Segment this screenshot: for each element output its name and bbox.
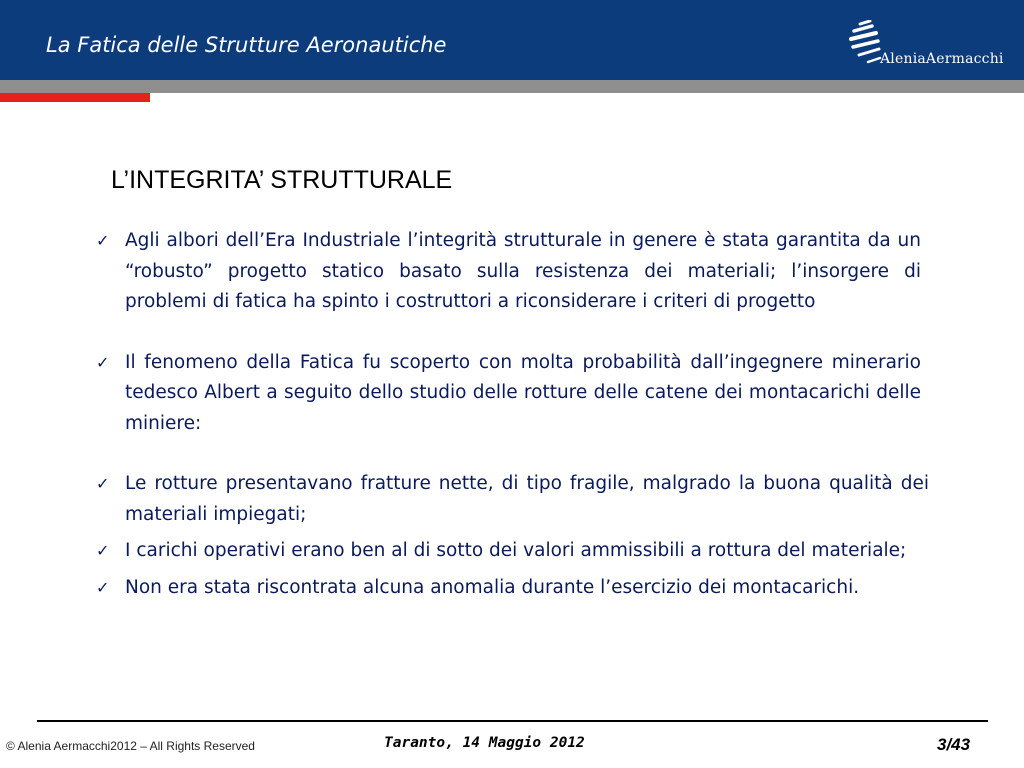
presentation-title: La Fatica delle Strutture Aeronautiche [46, 33, 447, 57]
footer-divider [37, 720, 988, 722]
bullet-item [94, 536, 929, 567]
copyright-notice: © Alenia Aermacchi2012 – All Rights Reserved [6, 739, 255, 753]
bullet-text: I carichi operativi erano ben al di sotto dei valori ammissibili a rottura del materiale; [125, 540, 907, 561]
bullet-list [94, 226, 929, 603]
bullet-item [94, 573, 929, 604]
bullet-text: Agli albori dell’Era Industriale l’integrità strutturale in genere è stata garantita da un “robusto” progetto statico basato sulla resistenza dei materiali; l’insorgere di problemi di fatica ha spinto i costruttori a riconsiderare i criteri di progetto [125, 230, 921, 312]
slide-title: L’INTEGRITA’ STRUTTURALE [111, 166, 453, 194]
bullet-item [94, 469, 929, 530]
checkmark-icon: ✓ [96, 541, 110, 560]
header-bar [0, 0, 1024, 80]
logo-text: AleniaAermacchi [880, 51, 1004, 67]
bullet-item [94, 226, 921, 318]
footer-date: Taranto, 14 Maggio 2012 [384, 735, 585, 751]
checkmark-icon: ✓ [96, 577, 110, 597]
bullet-text: Il fenomeno della Fatica fu scoperto con molta probabilità dall’ingegnere minerario tedesco Albert a seguito dello studio delle rotture delle catene dei montacarichi delle miniere: [125, 351, 921, 434]
alenia-aermacchi-logo [846, 20, 1016, 72]
bullet-text: Non era stata riscontrata alcuna anomalia durante l’esercizio dei montacarichi. [125, 576, 860, 598]
checkmark-icon: ✓ [96, 231, 110, 250]
bullet-text: Le rotture presentavano fratture nette, di tipo fragile, malgrado la buona qualità dei materiali impiegati; [125, 473, 929, 525]
gray-stripe [0, 80, 1024, 93]
checkmark-icon: ✓ [96, 352, 110, 372]
page-number: 3/43 [937, 735, 971, 754]
red-stripe [0, 93, 150, 102]
bullet-item [94, 348, 921, 440]
checkmark-icon: ✓ [96, 474, 110, 493]
